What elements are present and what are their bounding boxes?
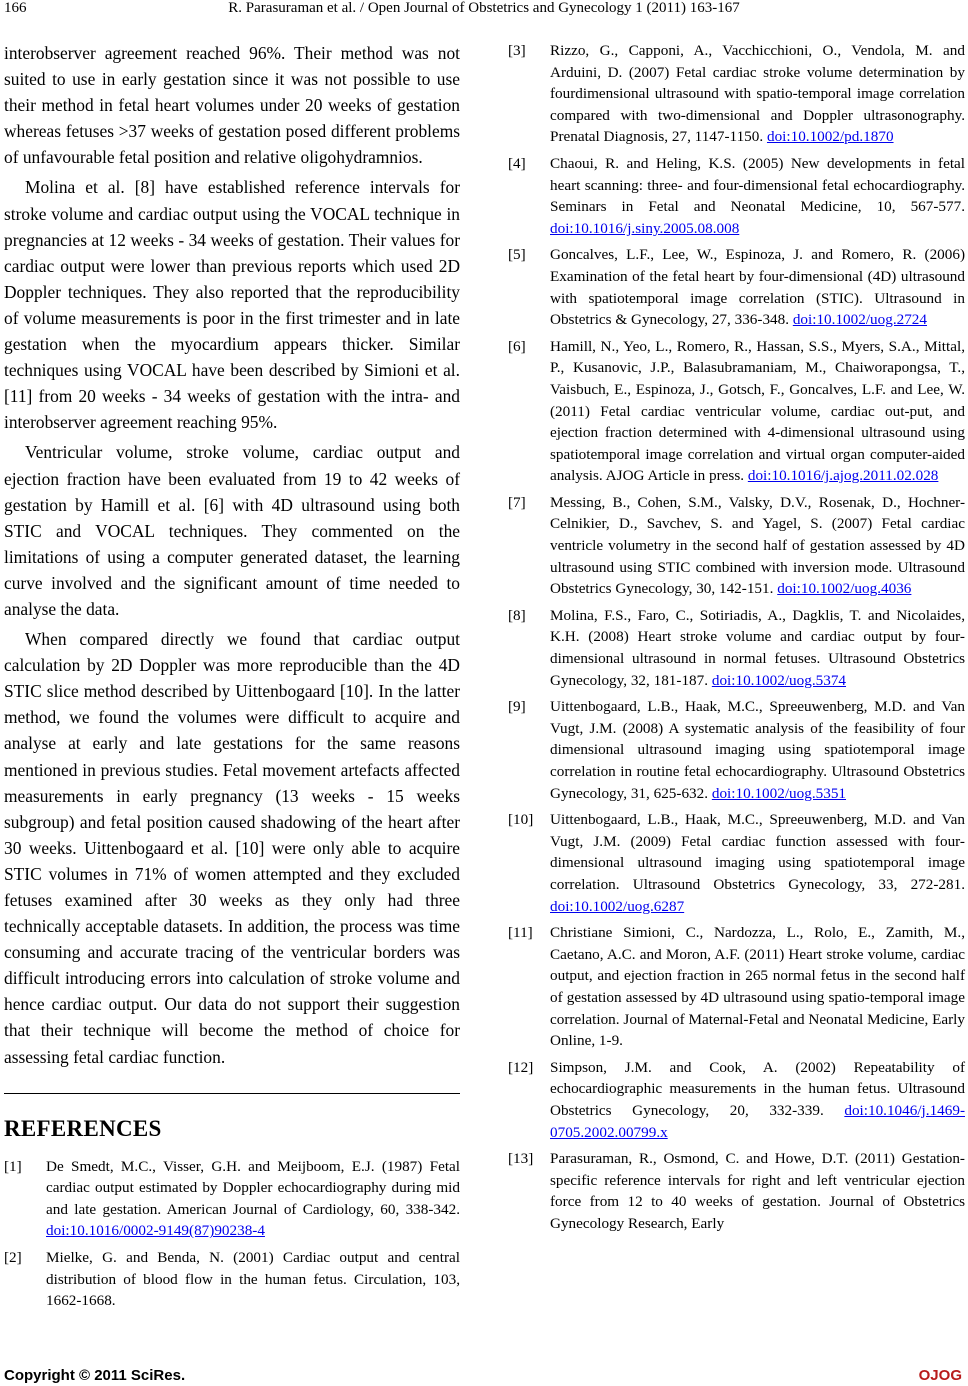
reference-number: [13] <box>508 1150 534 1168</box>
reference-citation: De Smedt, M.C., Visser, G.H. and Meijboom, E.J. (1987) Fetal cardiac output estimated by Doppler echocardiography during mid and late gestation. American Journal of Cardiology, 60, 338-342. <box>46 1157 460 1218</box>
references-list-right <box>508 40 965 1234</box>
reference-text <box>550 605 965 691</box>
page-header <box>0 0 968 24</box>
references-heading: REFERENCES <box>4 1115 162 1141</box>
reference-number: [7] <box>508 493 526 511</box>
reference-citation: Uittenbogaard, L.B., Haak, M.C., Spreeuwenberg, M.D. and Van Vugt, J.M. (2008) A systematic analysis of the feasibility of four dimensional ultrasound imaging using spatiotemporal image correlation in routine fetal echocardiography. Ultrasound Obstetrics Gynecology, 31, 625-632. <box>550 698 965 802</box>
reference-text <box>550 922 965 1052</box>
doi-link[interactable]: doi:10.1046/j.1469-0705.2002.00799.x <box>550 1101 965 1141</box>
journal-abbreviation: OJOG <box>918 1367 962 1384</box>
reference-text <box>550 696 965 804</box>
doi-link[interactable]: doi:10.1002/uog.5374 <box>711 671 847 689</box>
doi-link[interactable]: doi:10.1002/uog.2724 <box>792 311 927 329</box>
reference-citation: Christiane Simioni, C., Nardozza, L., Rolo, E., Zamith, M., Caetano, A.C. and Moron, A.F. (2011) Heart stroke volume, cardiac output, and ejection fraction in 265 normal fetus in the second half of gestation assessed by 4D ultrasound using spatio-temporal image correlation. Journal of Maternal-Fetal and Neonatal Medicine, Early Online, 1-9. <box>550 924 965 1050</box>
doi-link[interactable]: doi:10.1002/pd.1870 <box>766 128 894 146</box>
doi-link[interactable]: doi:10.1016/j.siny.2005.08.008 <box>550 219 740 237</box>
reference-item <box>508 336 965 487</box>
copyright-notice: Copyright © 2011 SciRes. <box>4 1367 186 1384</box>
body-paragraph: Ventricular volume, stroke volume, cardiac output and ejection fraction have been evaluated from 19 to 42 weeks of gestation by Hamill et al. [6] with 4D ultrasound using both STIC and VOCAL techniques. They commented on the limitations of using a computer generated dataset, the learning curve involved and the significant amount of time needed to analyse the data. <box>4 442 460 619</box>
reference-text <box>550 244 965 330</box>
reference-text <box>550 40 965 148</box>
reference-citation: Parasuraman, R., Osmond, C. and Howe, D.T. (2011) Gestation-specific reference intervals for right and left ventricular ejection force from 12 to 40 weeks of gestation. Journal of Obstetrics Gynecology Research, Early <box>550 1150 965 1232</box>
reference-item <box>508 809 965 917</box>
doi-link[interactable]: doi:10.1002/uog.4036 <box>777 580 912 598</box>
running-head: R. Parasuraman et al. / Open Journal of Obstetrics and Gynecology 1 (2011) 163-167 <box>228 0 740 16</box>
reference-citation: Messing, B., Cohen, S.M., Valsky, D.V., Rosenak, D., Hochner-Celnikier, D., Savchev, S. and Yagel, S. (2007) Fetal cardiac ventricle volumetry in the second half of gestation assessed by 4D ultrasound using STIC combined with inversion mode. Ultrasound Obstetrics Gynecology, 30, 142-151. <box>550 493 965 598</box>
references-list-left <box>4 1156 460 1312</box>
reference-number: [6] <box>508 337 526 355</box>
section-divider <box>4 1093 460 1094</box>
reference-citation: Goncalves, L.F., Lee, W., Espinoza, J. and Romero, R. (2006) Examination of the fetal heart by four-dimensional (4D) ultrasound with spatiotemporal image correlation (STIC). Ultrasound in Obstetrics & Gynecology, 27, 336-348. <box>550 246 965 329</box>
reference-text <box>550 153 965 239</box>
reference-citation: Simpson, J.M. and Cook, A. (2002) Repeatability of echocardiographic measurements in the human fetus. Ultrasound Obstetrics Gynecology, 20, 332-339. <box>550 1058 965 1119</box>
reference-citation: Uittenbogaard, L.B., Haak, M.C., Spreeuwenberg, M.D. and Van Vugt, J.M. (2009) Fetal cardiac function assessed with four-dimensional ultrasound imaging using spatiotemporal image correlation. Ultrasound Obstetrics Gynecology, 33, 272-281. <box>550 811 965 893</box>
reference-number: [4] <box>508 154 526 172</box>
reference-number: [12] <box>508 1058 534 1076</box>
reference-number: [8] <box>508 606 526 624</box>
body-paragraph: Molina et al. [8] have established reference intervals for stroke volume and cardiac output using the VOCAL technique in pregnancies at 12 weeks - 34 weeks of gestation. Their values for cardiac output were lower than previous reports which used 2D Doppler techniques. They also reported that the reproducibility of volume measurements is poor in the first trimester and in late gestation when the myocardium appears thicker. Similar techniques using VOCAL have been described by Simioni et al. [11] from 20 weeks - 34 weeks of gestation with the intra- and interobserver agreement reaching 95%. <box>4 177 460 433</box>
reference-item <box>508 153 965 239</box>
reference-text <box>550 1057 965 1143</box>
doi-link[interactable]: doi:10.1016/j.ajog.2011.02.028 <box>747 467 939 485</box>
reference-item <box>508 922 965 1052</box>
reference-item <box>508 244 965 330</box>
reference-item <box>508 492 965 600</box>
reference-text <box>550 492 965 600</box>
reference-number: [10] <box>508 811 534 829</box>
body-paragraph: interobserver agreement reached 96%. Their method was not suited to use in early gestation since it was not possible to use their method in fetal heart volumes under 20 weeks of gestation whereas fetuses >37 weeks of gestation posed different problems of unfavourable fetal position and relative oligohydramnios. <box>4 43 460 168</box>
left-column <box>4 40 460 1317</box>
page-footer <box>0 1355 968 1385</box>
reference-number: [5] <box>508 246 526 264</box>
reference-number: [3] <box>508 42 526 59</box>
reference-item <box>508 40 965 148</box>
reference-item <box>508 605 965 691</box>
reference-item <box>508 696 965 804</box>
reference-number: [2] <box>4 1249 22 1267</box>
reference-item <box>4 1156 460 1242</box>
reference-citation: Mielke, G. and Benda, N. (2001) Cardiac output and central distribution of blood flow in the human fetus. Circulation, 103, 1662-1668. <box>46 1249 460 1310</box>
doi-link[interactable]: doi:10.1016/0002-9149(87)90238-4 <box>46 1222 265 1240</box>
reference-number: [9] <box>508 698 526 716</box>
reference-text <box>550 336 965 487</box>
reference-item <box>508 1148 965 1234</box>
reference-number: [11] <box>508 924 533 942</box>
reference-text <box>550 1148 965 1234</box>
doi-link[interactable]: doi:10.1002/uog.5351 <box>711 784 847 802</box>
reference-item <box>4 1247 460 1312</box>
reference-text <box>550 809 965 917</box>
reference-item <box>508 1057 965 1143</box>
reference-citation: Rizzo, G., Capponi, A., Vacchicchioni, O., Vendola, M. and Arduini, D. (2007) Fetal cardiac stroke volume determination by fourdimensional ultrasound with spatio-temporal image correlation compared with two-dimensional and Doppler ultrasonography. Prenatal Diagnosis, 27, 1147-1150. <box>550 42 965 146</box>
reference-text <box>46 1156 460 1242</box>
reference-number: [1] <box>4 1157 22 1175</box>
right-column <box>508 40 965 1239</box>
reference-citation: Hamill, N., Yeo, L., Romero, R., Hassan, S.S., Myers, S.A., Mittal, P., Kusanovic, J.P., Balasubramaniam, M., Chaiworapongsa, T., Vaisbuch, E., Espinoza, J., Gotsch, F., Goncalves, L.F. and Lee, W. (2011) Fetal cardiac ventricular volume, cardiac out-put, and ejection fraction determined with 4-dimensional ultrasound using spatiotemporal image correlation and virtual organ computer-aided analysis. AJOG Article in press. <box>550 337 965 485</box>
reference-text <box>46 1247 460 1312</box>
reference-citation: Chaoui, R. and Heling, K.S. (2005) New developments in fetal heart scanning: three- and four-dimensional fetal echocardiography. Seminars in Fetal and Neonatal Medicine, 10, 567-577. <box>550 154 965 216</box>
body-paragraph: When compared directly we found that cardiac output calculation by 2D Doppler was more reproducible than the 4D STIC slice method described by Uittenbogaard [10]. In the latter method, we found the volumes were difficult to acquire and analyse at early and late gestations for the same reasons mentioned in previous studies. Fetal movement artefacts affected measurements in early pregnancy (13 weeks - 15 weeks subgroup) and fetal position caused shadowing of the heart after 30 weeks. Uittenbogaard et al. [10] were only able to acquire STIC volumes in 71% of women attempted and they excluded fetuses examined after 30 weeks as they only had three technically acceptable datasets. In addition, the process was time consuming and accurate tracing of the ventricular borders was difficult introducing errors into calculation of stroke volume and hence cardiac output. Our data do not support their suggestion that their technique will become the method of choice for assessing fetal cardiac function. <box>4 629 460 1067</box>
doi-link[interactable]: doi:10.1002/uog.6287 <box>550 897 685 915</box>
page-number: 166 <box>4 0 27 16</box>
reference-citation: Molina, F.S., Faro, C., Sotiriadis, A., Dagklis, T. and Nicolaides, K.H. (2008) Heart stroke volume and cardiac output by four-dimensional ultrasound in normal fetuses. Ultrasound Obstetrics Gynecology, 32, 181-187. <box>550 606 965 689</box>
